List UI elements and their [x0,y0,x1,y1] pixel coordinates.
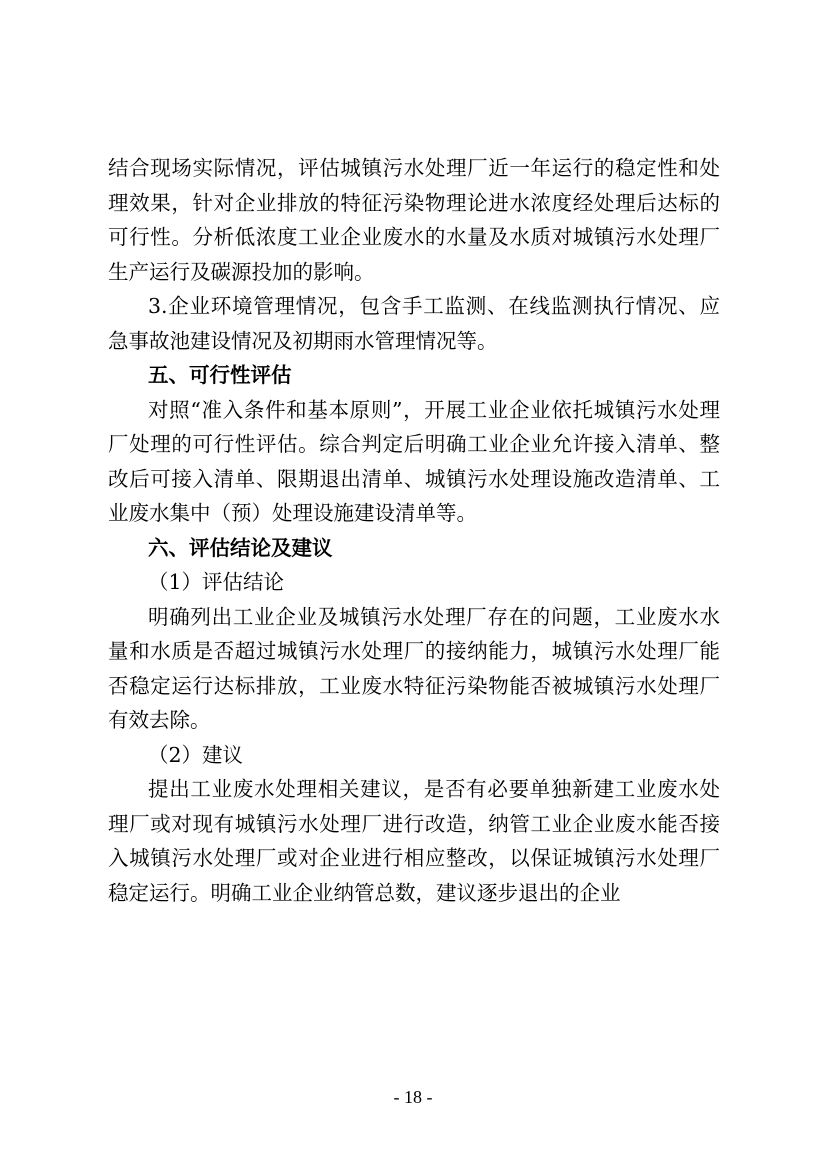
paragraph-conclusion: 明确列出工业企业及城镇污水处理厂存在的问题，工业废水水量和水质是否超过城镇污水处理厂的接纳能力，城镇污水处理厂能否稳定运行达标排放，工业废水特征污染物能否被城镇污水处理厂有效去除。 [108,604,720,732]
section-heading-conclusions: 六、评估结论及建议 [148,535,333,560]
subheading-conclusion: （1）评估结论 [148,570,285,594]
section-heading-feasibility: 五、可行性评估 [148,363,292,387]
paragraph-feasibility: 对照“准入条件和基本原则”，开展工业企业依托城镇污水处理厂处理的可行性评估。综合判定后明确工业企业允许接入清单、整改后可接入清单、限期退出清单、城镇污水处理设施改造清单、工业废水集中（预）处理设施建设清单等。 [108,397,720,525]
paragraph-environment-management: 3.企业环境管理情况，包含手工监测、在线监测执行情况、应急事故池建设情况及初期雨水管理情况等。 [108,294,720,353]
document-body [108,151,720,910]
paragraph-suggestion: 提出工业废水处理相关建议，是否有必要单独新建工业废水处理厂或对现有城镇污水处理厂进行改造，纳管工业企业废水能否接入城镇污水处理厂或对企业进行相应整改，以保证城镇污水处理厂稳定运行。明确工业企业纳管总数，建议逐步退出的企业 [108,777,720,905]
subheading-suggestion: （2）建议 [148,742,244,767]
paragraph-plant-assessment: 结合现场实际情况，评估城镇污水处理厂近一年运行的稳定性和处理效果，针对企业排放的特征污染物理论进水浓度经处理后达标的可行性。分析低浓度工业企业废水的水量及水质对城镇污水处理厂生产运行及碳源投加的影响。 [108,156,720,284]
page-number: - 18 - [393,1087,433,1107]
